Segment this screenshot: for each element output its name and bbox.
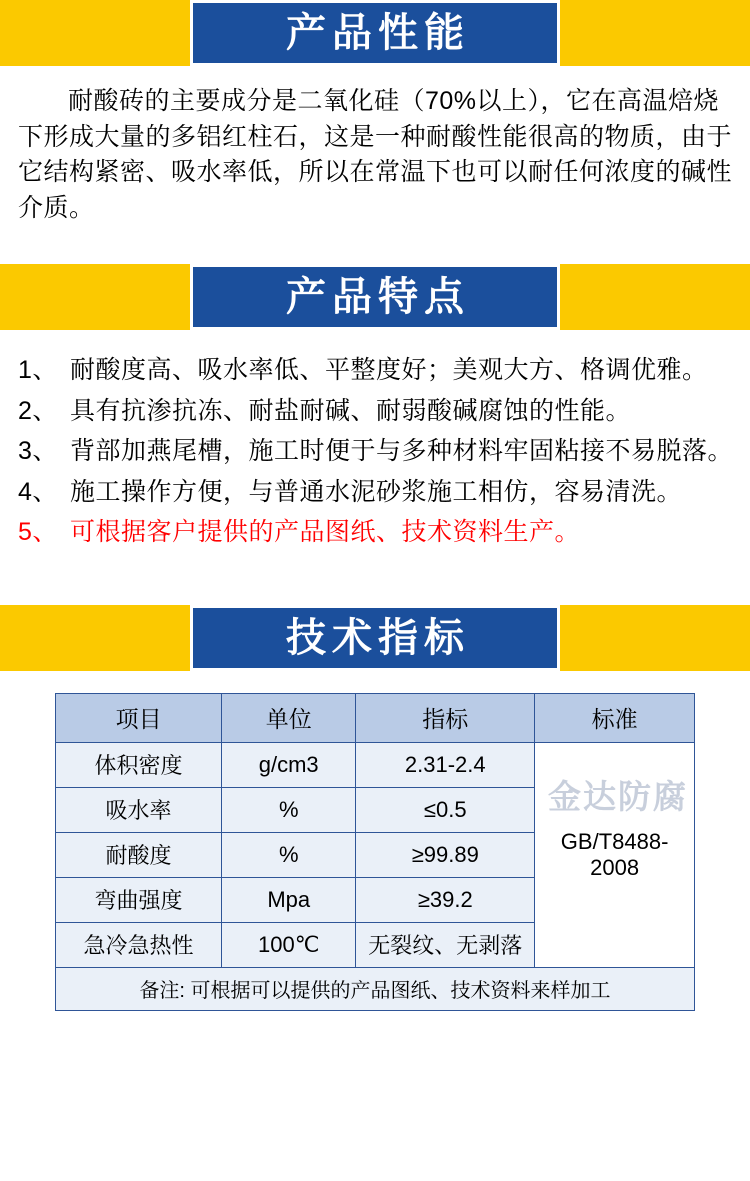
table-header-row bbox=[56, 693, 695, 742]
banner-performance bbox=[0, 0, 750, 66]
feature-text: 背部加燕尾槽，施工时便于与多种材料牢固粘接不易脱落。 bbox=[70, 437, 734, 465]
feature-number: 1、 bbox=[18, 356, 58, 384]
specs-table-wrapper bbox=[0, 671, 750, 1027]
feature-item bbox=[18, 352, 736, 389]
table-cell-item: 体积密度 bbox=[56, 742, 222, 787]
table-cell-value: ≥39.2 bbox=[356, 877, 535, 922]
feature-item-highlighted bbox=[18, 514, 736, 551]
feature-item bbox=[18, 393, 736, 430]
feature-item bbox=[18, 433, 736, 470]
banner-title-performance: 产品性能 bbox=[286, 11, 470, 55]
banner-plate-performance bbox=[190, 0, 560, 66]
table-header-cell: 标准 bbox=[535, 693, 695, 742]
table-cell-unit: % bbox=[222, 832, 356, 877]
table-header-cell: 指标 bbox=[356, 693, 535, 742]
table-cell-value: 无裂纹、无剥落 bbox=[356, 922, 535, 967]
banner-plate-specs bbox=[190, 605, 560, 671]
spacer-2 bbox=[0, 563, 750, 605]
table-cell-item: 吸水率 bbox=[56, 787, 222, 832]
table-cell-item: 急冷急热性 bbox=[56, 922, 222, 967]
features-list bbox=[0, 330, 750, 563]
feature-text: 具有抗渗抗冻、耐盐耐碱、耐弱酸碱腐蚀的性能。 bbox=[70, 396, 632, 425]
specs-table bbox=[55, 693, 695, 1011]
table-cell-value: ≤0.5 bbox=[356, 787, 535, 832]
table-header-cell: 单位 bbox=[222, 693, 356, 742]
table-header-cell: 项目 bbox=[56, 693, 222, 742]
table-cell-item: 弯曲强度 bbox=[56, 877, 222, 922]
banner-plate-features bbox=[190, 264, 560, 330]
table-cell-unit: g/cm3 bbox=[222, 742, 356, 787]
banner-specs bbox=[0, 605, 750, 671]
feature-text: 可根据客户提供的产品图纸、技术资料生产。 bbox=[70, 518, 581, 546]
table-cell-standard: GB/T8488-2008 bbox=[535, 742, 695, 967]
feature-number: 3、 bbox=[18, 437, 58, 465]
table-cell-unit: 100℃ bbox=[222, 922, 356, 967]
feature-text: 施工操作方便，与普通水泥砂浆施工相仿，容易清洗。 bbox=[70, 477, 683, 506]
feature-number: 5、 bbox=[18, 518, 58, 546]
feature-text: 耐酸度高、吸水率低、平整度好；美观大方、格调优雅。 bbox=[70, 356, 708, 384]
table-cell-value: ≥99.89 bbox=[356, 832, 535, 877]
table-cell-item: 耐酸度 bbox=[56, 832, 222, 877]
banner-features bbox=[0, 264, 750, 330]
table-cell-unit: Mpa bbox=[222, 877, 356, 922]
performance-block bbox=[0, 66, 750, 234]
banner-title-features: 产品特点 bbox=[286, 275, 470, 319]
feature-number: 2、 bbox=[18, 396, 58, 425]
spacer-1 bbox=[0, 234, 750, 264]
table-cell-value: 2.31-2.4 bbox=[356, 742, 535, 787]
performance-paragraph: 耐酸砖的主要成分是二氧化硅（70%以上），它在高温焙烧下形成大量的多铝红柱石，这是一种耐酸性能很高的物质，由于它结构紧密、吸水率低，所以在常温下也可以耐任何浓度的碱性介质。 bbox=[18, 87, 733, 222]
banner-title-specs: 技术指标 bbox=[286, 615, 470, 660]
table-cell-unit: % bbox=[222, 787, 356, 832]
table-footnote: 备注: 可根据可以提供的产品图纸、技术资料来样加工 bbox=[56, 967, 695, 1010]
table-footnote-row bbox=[56, 967, 695, 1010]
watermark-logo: 金达防腐 bbox=[548, 777, 688, 815]
table-row bbox=[56, 742, 695, 787]
feature-item bbox=[18, 474, 736, 511]
feature-number: 4、 bbox=[18, 477, 58, 506]
